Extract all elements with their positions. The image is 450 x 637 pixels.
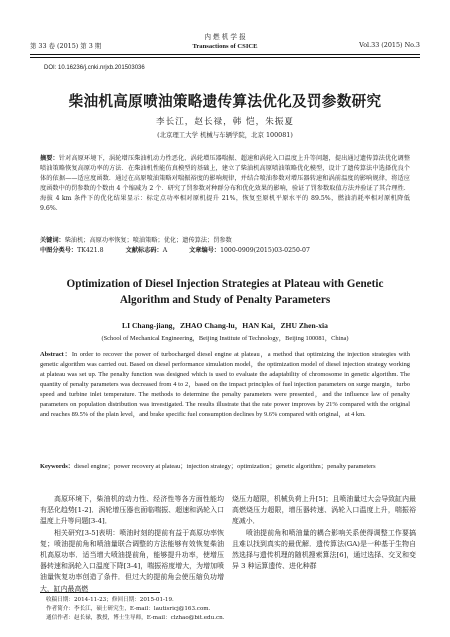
clc-value: TK421.8 xyxy=(77,247,104,254)
clc-label: 中图分类号： xyxy=(40,247,78,254)
article-number xyxy=(189,247,310,254)
keywords-cn-label: 关键词： xyxy=(40,237,65,244)
body-column-left xyxy=(40,494,224,595)
body-column-right xyxy=(232,494,416,572)
footnote-rule xyxy=(40,592,160,593)
abstract-en-label: Abstract： xyxy=(40,351,72,358)
keywords-en xyxy=(40,462,410,472)
footnote-author: 作者简介：李长江，硕士研究生，E-mail：lautisricj@163.com. xyxy=(46,606,211,612)
paper-title-en xyxy=(0,276,450,308)
body-paragraph: 烧压力超限，机械负荷上升[5]；且喷油量过大会导致缸内最高燃烧压力超限，增压器转速、涡轮入口温度上升，喘振裕度减小． xyxy=(232,495,416,526)
clc-number xyxy=(40,247,104,254)
keywords-cn xyxy=(40,236,410,246)
body-paragraph: 相关研究[3-5]表明：喷油时刻的提前有益于高原功率恢复；喷油提前角和喷油量联合调整的方法能够有效恢复柴油机高原功率．适当增大喷油提前角，能够提升功率，使增压器转速和涡轮入口温度下降[3-4]，喘振裕度增大，为增加喷油量恢复功率创造了条件．但过大的提前角会使压缩负功增大，缸内最高燃 xyxy=(40,528,224,593)
abstract-en-text: In order to recover the power of turbocharged diesel engine at plateau，a method that optimizing the injection strategies with genetic algorithm was carried out. Based on diesel performance simulation model，the optimization model of diesel injection strategy working at plateau was set up. The penalty function was designed which is used to evaluate the adaptability of chromosome in genetic algorithm. The quantity of penalty parameters was decreased from 4 to 2，based on the impact principles of fuel injection parameters on surge margin，turbo speed and turbine inlet temperature. The methods to determine the penalty parameters were presented，and the influence law of penalty parameters on population distribution was investigated. The results illustrate that the rate power improves by 21% compared with the original and reaches 89.5% of the plain level，and brake specific fuel consumption declines by 9.6% compared with original，at 4 km. xyxy=(40,351,411,418)
paper-title-en-line2: Algorithm and Study of Penalty Parameters xyxy=(119,294,331,306)
keywords-en-label: Keywords： xyxy=(40,463,75,470)
body-paragraph: 高原环境下，柴油机的动力性、经济性等各方面性能均有恶化趋势[1-2]．涡轮增压器也面临喘振、超速和涡轮入口温度上升等问题[3-4]． xyxy=(40,495,224,526)
affiliation-cn: (北京理工大学 机械与车辆学院，北京 100081) xyxy=(157,131,293,139)
affiliation-en: (School of Mechanical Engineering，Beijing Institute of Technology，Beijing 100081，China) xyxy=(101,335,349,342)
paper-title-cn: 柴油机高原喷油策略遗传算法优化及罚参数研究 xyxy=(68,93,382,110)
keywords-cn-text: 柴油机；高原功率恢复；喷油策略；优化；遗传算法；罚参数 xyxy=(64,237,232,244)
journal-name-en: Transactions of CSICE xyxy=(192,43,258,50)
doi: DOI: 10.16236/j.cnki.nrjxb.201503036 xyxy=(44,65,145,71)
abstract-cn-label: 摘要： xyxy=(40,155,59,162)
volume-info: Vol.33 (2015) No.3 xyxy=(359,41,420,49)
article-number-label: 文章编号： xyxy=(189,247,221,254)
journal-name-cn: 内 燃 机 学 报 xyxy=(204,33,246,41)
abstract-cn-text: 针对高原环境下，涡轮增压柴油机动力性恶化、涡轮增压器喘振、超速和涡轮入口温度上升等问题，提出通过遗传算法优化调整喷油策略恢复高原功率的方法．在柴油机性能仿真模型的基础上，建立了柴油机高原喷油策略优化模型，设计了遗传算法中选择优良个体的依据——适应度函数．通过在高原喷油策略对喘振裕度的影响规律，并结合喷油参数对增压器转速和涡前温度的影响规律，将适应度函数中的罚参数的个数由 4 个缩减为 2 个．研究了罚参数对种群分布和优化效果的影响，验证了罚参数取值方法并验证了其合理性．海拔 4 km 条件下的优化结果显示：标定点功率相对原机提升 21%，恢复至原机平原水平的 89.5%，燃油消耗率相对原机降低 9.6%． xyxy=(40,155,411,213)
running-header xyxy=(30,30,420,52)
doc-code-label: 文献标志码： xyxy=(125,247,163,254)
header-rule-thin xyxy=(30,57,420,58)
footnote-corresponding: 通信作者：赵长禄，教授，博士生导师，E-mail：clzhao@bit.edu.cn. xyxy=(46,615,225,621)
body-paragraph: 喷油提前角和喷油量的耦合影响关系使得调整工作要搞且难以找到真实的最优解．遗传算法(GA)是一种基于生物自然选择与遗传机理的随机搜索算法[6]，通过选择、交叉和变异 3 种运算遗传、进化种群 xyxy=(232,528,416,571)
abstract-en xyxy=(40,350,410,420)
classification-line xyxy=(40,246,410,256)
doc-code-value: A xyxy=(162,247,168,254)
issue-info: 第 33 卷 (2015) 第 3 期 xyxy=(30,42,102,50)
header-rule xyxy=(30,54,420,55)
article-number-value: 1000-0909(2015)03-0250-07 xyxy=(220,247,310,254)
authors-cn: 李长江，赵长禄，韩 恺，朱振夏 xyxy=(155,117,295,127)
doc-code xyxy=(126,247,168,254)
keywords-en-text: diesel engine；power recovery at plateau；injection strategy；optimization；genetic algorithm；penalty parameters xyxy=(74,463,376,470)
abstract-cn xyxy=(40,154,410,215)
footnote-received: 收稿日期：2014-11-23；修回日期：2015-01-19. xyxy=(46,597,174,603)
paper-title-en-line1: Optimization of Diesel Injection Strategies at Plateau with Genetic xyxy=(66,278,384,290)
authors-en: LI Chang-jiang，ZHAO Chang-lu，HAN Kai，ZHU Zhen-xia xyxy=(122,321,328,330)
